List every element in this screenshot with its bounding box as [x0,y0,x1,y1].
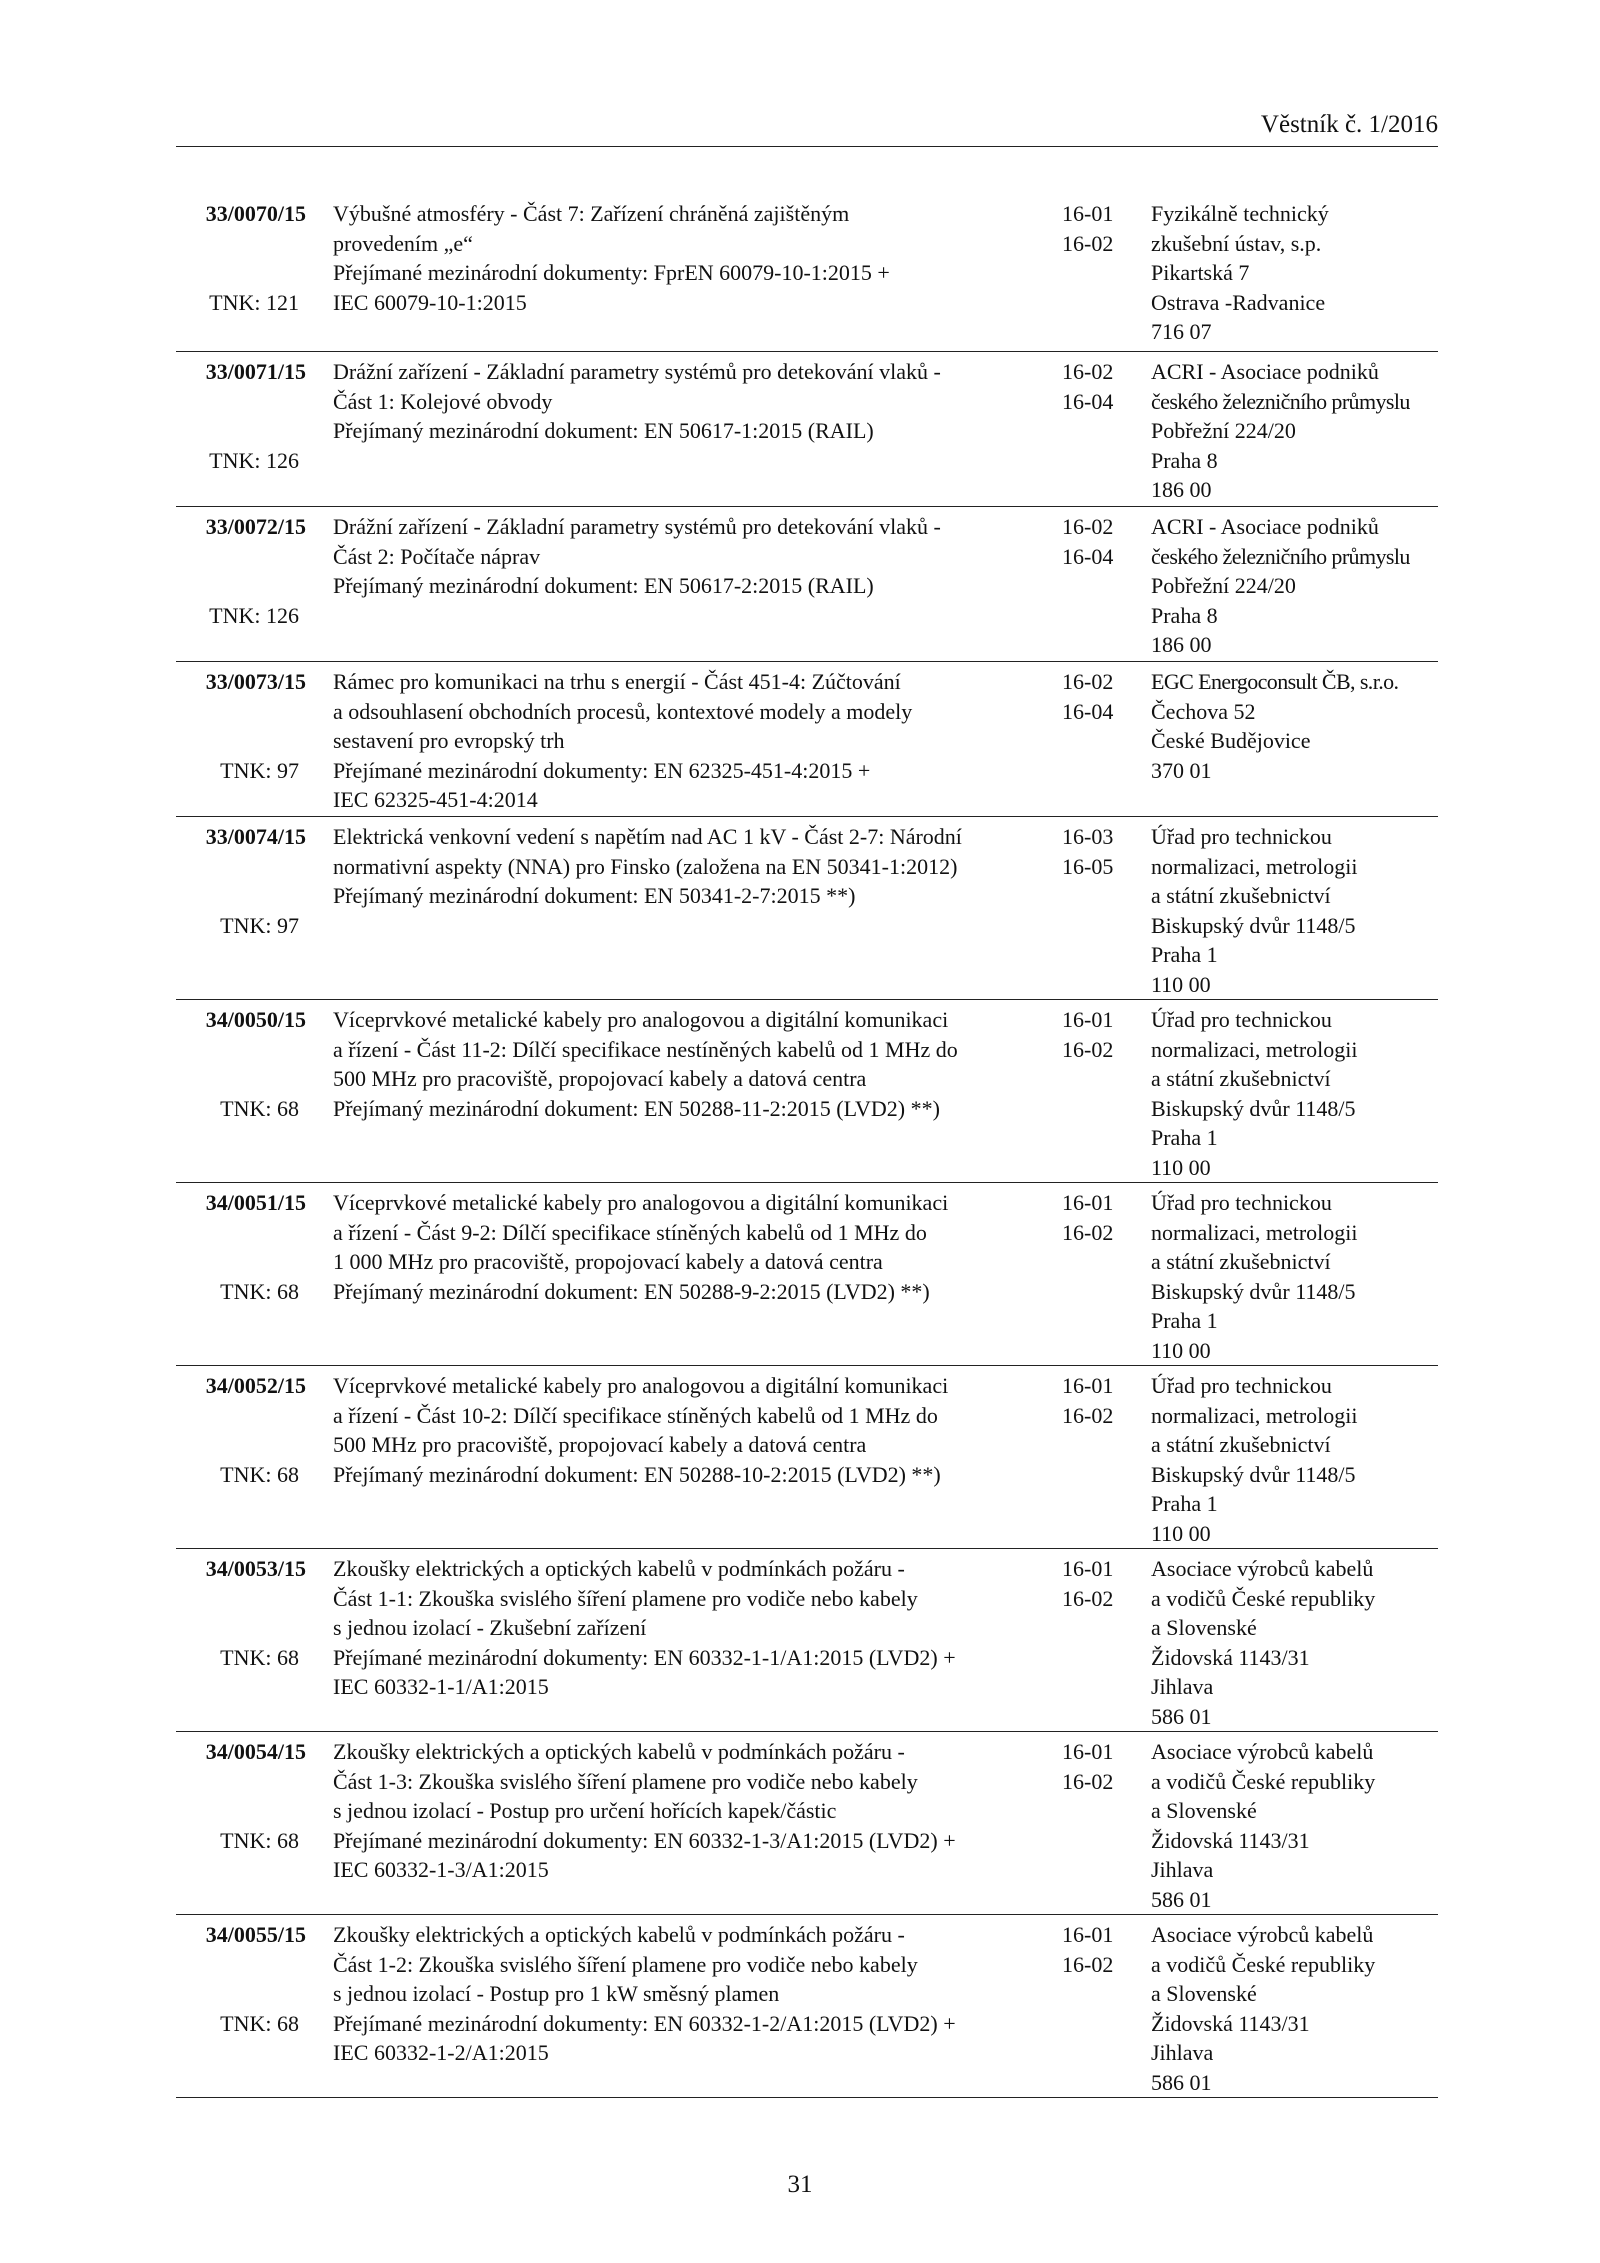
address-line: 110 00 [1151,971,1211,997]
tnk-code: TNK: 126 [209,602,299,628]
address-line: Jihlava [1151,2040,1214,2065]
standard-entry [176,352,1438,507]
address-line: Asociace výrobců kabelů [1151,1739,1374,1764]
title-line: Elektrická venkovní vedení s napětím nad AC 1 kV - Část 2-7: Národní [333,824,962,849]
date-code: 16-02 [1062,230,1114,256]
date-code: 16-04 [1062,388,1114,414]
organization-address [1151,1554,1441,1731]
standard-number: 34/0051/15 [205,1190,306,1215]
title-line: 500 MHz pro pracoviště, propojovací kabely a datová centra [333,1432,867,1457]
organization-address [1151,199,1441,347]
date-code: 16-01 [1062,201,1114,226]
tnk-code: TNK: 126 [209,447,299,473]
page-number: 31 [787,2171,813,2198]
address-line: normalizaci, metrologii [1151,1402,1358,1428]
title-line: normativní aspekty (NNA) pro Finsko (založena na EN 50341-1:2012) [333,853,958,879]
title-line: Přejímaný mezinárodní dokument: EN 50341-2-7:2015 **) [333,883,856,908]
standard-title [333,822,962,911]
standard-entry [176,507,1438,662]
title-line: Přejímané mezinárodní dokumenty: EN 62325-451-4:2015 + [333,757,871,783]
title-line: Přejímaný mezinárodní dokument: EN 50288-9-2:2015 (LVD2) **) [333,1278,930,1304]
date-code: 16-01 [1062,1007,1114,1032]
title-line: provedením „e“ [333,230,473,256]
address-line: Židovská 1143/31 [1151,1644,1310,1670]
title-line: Drážní zařízení - Základní parametry systémů pro detekování vlaků - [333,514,941,539]
title-line: Víceprvkové metalické kabely pro analogovou a digitální komunikaci [333,1007,949,1032]
title-line: Drážní zařízení - Základní parametry systémů pro detekování vlaků - [333,359,941,384]
dates [1062,199,1132,258]
dates [1062,667,1132,726]
address-line: a vodičů České republiky [1151,1951,1376,1977]
standard-number: 34/0053/15 [205,1556,306,1581]
address-line: Praha 1 [1151,1308,1218,1333]
standard-entry [176,817,1438,1000]
organization-address [1151,667,1441,785]
address-line: českého železničního průmyslu [1151,388,1410,414]
title-line: Přejímané mezinárodní dokumenty: EN 60332-1-2/A1:2015 (LVD2) + [333,2010,956,2036]
standard-entry [176,1000,1438,1183]
title-line: a řízení - Část 9-2: Dílčí specifikace stíněných kabelů od 1 MHz do [333,1219,927,1245]
title-line: a odsouhlasení obchodních procesů, kontextové modely a modely [333,698,913,724]
address-line: Pobřežní 224/20 [1151,573,1296,598]
organization-address [1151,512,1441,660]
address-line: Biskupský dvůr 1148/5 [1151,1461,1356,1487]
dates [1062,1005,1132,1064]
address-line: Židovská 1143/31 [1151,2010,1310,2036]
title-line: Přejímaný mezinárodní dokument: EN 50617-1:2015 (RAIL) [333,418,874,443]
title-line: Přejímaný mezinárodní dokument: EN 50617-2:2015 (RAIL) [333,573,874,598]
dates [1062,1737,1132,1796]
address-line: normalizaci, metrologii [1151,1036,1358,1062]
address-line: a státní zkušebnictví [1151,883,1331,908]
title-line: s jednou izolací - Postup pro 1 kW směsný plamen [333,1981,780,2006]
address-line: EGC Energoconsult ČB, s.r.o. [1151,669,1399,694]
title-line: IEC 60079-10-1:2015 [333,289,527,315]
standard-number: 34/0052/15 [205,1373,306,1398]
address-line: 586 01 [1151,1886,1212,1912]
title-line: Zkoušky elektrických a optických kabelů v podmínkách požáru - [333,1739,905,1764]
standard-title [333,1737,956,1885]
address-line: 110 00 [1151,1154,1211,1180]
date-code: 16-05 [1062,853,1114,879]
date-code: 16-02 [1062,1768,1114,1794]
standard-entry [176,1366,1438,1549]
address-line: Pikartská 7 [1151,260,1250,285]
standard-entry [176,192,1438,352]
standard-title [333,1554,956,1702]
date-code: 16-02 [1062,514,1114,539]
address-line: Asociace výrobců kabelů [1151,1922,1374,1947]
address-line: Úřad pro technickou [1151,1190,1332,1215]
title-line: Přejímané mezinárodní dokumenty: EN 60332-1-3/A1:2015 (LVD2) + [333,1827,956,1853]
address-line: a vodičů České republiky [1151,1585,1376,1611]
date-code: 16-01 [1062,1373,1114,1398]
tnk-code: TNK: 97 [220,912,299,938]
title-line: Část 1-2: Zkouška svislého šíření plamene pro vodiče nebo kabely [333,1951,918,1977]
tnk-code: TNK: 97 [220,757,299,783]
address-line: České Budějovice [1151,728,1311,753]
organization-address [1151,1920,1441,2097]
title-line: IEC 60332-1-1/A1:2015 [333,1674,549,1699]
address-line: Biskupský dvůr 1148/5 [1151,1278,1356,1304]
dates [1062,357,1132,416]
address-line: Biskupský dvůr 1148/5 [1151,912,1356,938]
title-line: Část 1-3: Zkouška svislého šíření plamene pro vodiče nebo kabely [333,1768,918,1794]
address-line: Fyzikálně technický [1151,201,1329,226]
address-line: a Slovenské [1151,1798,1257,1823]
title-line: Víceprvkové metalické kabely pro analogovou a digitální komunikaci [333,1373,949,1398]
title-line: Část 2: Počítače náprav [333,543,541,569]
address-line: Praha 1 [1151,942,1218,967]
standard-number: 34/0050/15 [205,1007,306,1032]
date-code: 16-01 [1062,1556,1114,1581]
address-line: Praha 1 [1151,1125,1218,1150]
address-line: českého železničního průmyslu [1151,543,1410,569]
address-line: Pobřežní 224/20 [1151,418,1296,443]
standard-number: 33/0071/15 [205,359,306,384]
standard-number: 34/0055/15 [205,1922,306,1947]
standard-title [333,357,941,446]
standard-number: 33/0073/15 [205,669,306,694]
address-line: 586 01 [1151,2069,1212,2095]
address-line: Ostrava -Radvanice [1151,289,1326,315]
standard-entry [176,1732,1438,1915]
address-line: ACRI - Asociace podniků [1151,514,1379,539]
address-line: 186 00 [1151,477,1212,502]
address-line: a vodičů České republiky [1151,1768,1376,1794]
dates [1062,1920,1132,1979]
standard-entry [176,1183,1438,1366]
standard-title [333,667,913,815]
title-line: Přejímaný mezinárodní dokument: EN 50288-11-2:2015 (LVD2) **) [333,1095,940,1121]
title-line: Rámec pro komunikaci na trhu s energií - Část 451-4: Zúčtování [333,669,901,694]
title-line: Část 1-1: Zkouška svislého šíření plamene pro vodiče nebo kabely [333,1585,918,1611]
standard-title [333,1188,949,1306]
tnk-code: TNK: 68 [220,2010,299,2036]
address-line: 186 00 [1151,632,1212,657]
title-line: Zkoušky elektrických a optických kabelů v podmínkách požáru - [333,1922,905,1947]
address-line: 370 01 [1151,757,1212,783]
address-line: 110 00 [1151,1337,1211,1363]
title-line: a řízení - Část 10-2: Dílčí specifikace stíněných kabelů od 1 MHz do [333,1402,938,1428]
title-line: Výbušné atmosféry - Část 7: Zařízení chráněná zajištěným [333,201,850,226]
title-line: Přejímané mezinárodní dokumenty: EN 60332-1-1/A1:2015 (LVD2) + [333,1644,956,1670]
dates [1062,822,1132,881]
date-code: 16-02 [1062,1402,1114,1428]
address-line: 110 00 [1151,1520,1211,1546]
address-line: a státní zkušebnictví [1151,1432,1331,1457]
organization-address [1151,1005,1441,1182]
date-code: 16-04 [1062,698,1114,724]
address-line: Židovská 1143/31 [1151,1827,1310,1853]
bulletin-title: Věstník č. 1/2016 [1260,111,1438,138]
title-line: a řízení - Část 11-2: Dílčí specifikace nestíněných kabelů od 1 MHz do [333,1036,958,1062]
header-divider [176,146,1438,147]
title-line: Zkoušky elektrických a optických kabelů v podmínkách požáru - [333,1556,905,1581]
date-code: 16-01 [1062,1922,1114,1947]
tnk-code: TNK: 68 [220,1827,299,1853]
title-line: s jednou izolací - Postup pro určení hořících kapek/částic [333,1798,837,1823]
title-line: s jednou izolací - Zkušební zařízení [333,1615,647,1640]
address-line: zkušební ústav, s.p. [1151,230,1322,256]
title-line: 500 MHz pro pracoviště, propojovací kabely a datová centra [333,1066,867,1091]
title-line: IEC 60332-1-3/A1:2015 [333,1857,549,1882]
date-code: 16-02 [1062,1585,1114,1611]
dates [1062,1371,1132,1430]
address-line: Úřad pro technickou [1151,1373,1332,1398]
title-line: Přejímané mezinárodní dokumenty: FprEN 60079-10-1:2015 + [333,260,890,285]
date-code: 16-02 [1062,669,1114,694]
organization-address [1151,1188,1441,1365]
date-code: 16-02 [1062,1219,1114,1245]
tnk-code: TNK: 68 [220,1644,299,1670]
date-code: 16-04 [1062,543,1114,569]
address-line: Úřad pro technickou [1151,824,1332,849]
dates [1062,1188,1132,1247]
address-line: Čechova 52 [1151,698,1256,724]
address-line: 586 01 [1151,1703,1212,1729]
address-line: Jihlava [1151,1674,1214,1699]
standard-number: 33/0072/15 [205,514,306,539]
standard-number: 34/0054/15 [205,1739,306,1764]
address-line: Asociace výrobců kabelů [1151,1556,1374,1581]
standard-title [333,199,890,317]
title-line: IEC 60332-1-2/A1:2015 [333,2040,549,2065]
title-line: sestavení pro evropský trh [333,728,565,753]
title-line: Část 1: Kolejové obvody [333,388,553,414]
organization-address [1151,822,1441,999]
title-line: Přejímaný mezinárodní dokument: EN 50288-10-2:2015 (LVD2) **) [333,1461,941,1487]
date-code: 16-01 [1062,1739,1114,1764]
title-line: IEC 62325-451-4:2014 [333,787,538,812]
address-line: Praha 8 [1151,447,1218,473]
tnk-code: TNK: 68 [220,1095,299,1121]
address-line: normalizaci, metrologii [1151,1219,1358,1245]
date-code: 16-03 [1062,824,1114,849]
address-line: a Slovenské [1151,1615,1257,1640]
address-line: a Slovenské [1151,1981,1257,2006]
address-line: 716 07 [1151,319,1212,344]
standard-number: 33/0070/15 [205,201,306,226]
tnk-code: TNK: 68 [220,1278,299,1304]
date-code: 16-02 [1062,1036,1114,1062]
address-line: a státní zkušebnictví [1151,1066,1331,1091]
standard-entry [176,1549,1438,1732]
date-code: 16-02 [1062,1951,1114,1977]
organization-address [1151,1737,1441,1914]
title-line: Víceprvkové metalické kabely pro analogovou a digitální komunikaci [333,1190,949,1215]
tnk-code: TNK: 121 [209,289,299,315]
address-line: Jihlava [1151,1857,1214,1882]
address-line: Biskupský dvůr 1148/5 [1151,1095,1356,1121]
organization-address [1151,1371,1441,1548]
dates [1062,512,1132,571]
address-line: Praha 1 [1151,1491,1218,1516]
standard-title [333,1920,956,2068]
address-line: Úřad pro technickou [1151,1007,1332,1032]
tnk-code: TNK: 68 [220,1461,299,1487]
standard-number: 33/0074/15 [205,824,306,849]
address-line: normalizaci, metrologii [1151,853,1358,879]
standard-title [333,512,941,601]
date-code: 16-01 [1062,1190,1114,1215]
standards-list [176,192,1438,2098]
title-line: 1 000 MHz pro pracoviště, propojovací kabely a datová centra [333,1249,883,1274]
address-line: Praha 8 [1151,602,1218,628]
standard-title [333,1371,949,1489]
date-code: 16-02 [1062,359,1114,384]
dates [1062,1554,1132,1613]
standard-title [333,1005,958,1123]
standard-entry [176,662,1438,817]
address-line: a státní zkušebnictví [1151,1249,1331,1274]
standard-entry [176,1915,1438,2098]
organization-address [1151,357,1441,505]
address-line: ACRI - Asociace podniků [1151,359,1379,384]
